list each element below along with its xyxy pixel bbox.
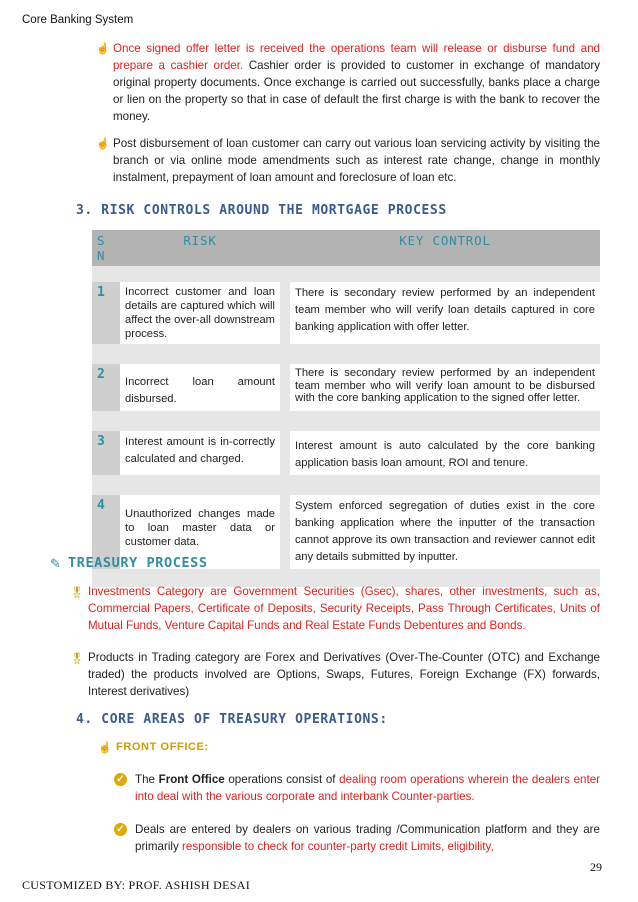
risk-controls-table bbox=[92, 230, 600, 587]
bold-text: Front Office bbox=[158, 773, 225, 786]
body-text: operations consist of bbox=[224, 773, 340, 786]
row-control: Interest amount is auto calculated by the core banking application basis loan amount, ROI and tenure. bbox=[290, 431, 600, 475]
paragraph-front-office-operations bbox=[135, 771, 600, 805]
row-risk: Incorrect customer and loan details are captured which will affect the over-all downstream process. bbox=[120, 282, 280, 344]
header-sn: S N bbox=[97, 233, 106, 263]
pointing-hand-icon: ☝ bbox=[96, 138, 110, 150]
table-row bbox=[92, 282, 600, 344]
paragraph-servicing: Post disbursement of loan customer can carry out various loan servicing activity by visiting the branch or via online mode amendments such as interest rate change, change in monthly instalment, prepayment of loan amount and foreclosure of loan etc. bbox=[113, 137, 600, 184]
row-risk: Interest amount is in-correctly calculated and charged. bbox=[120, 431, 280, 475]
section-title-treasury: TREASURY PROCESS bbox=[68, 555, 208, 571]
paragraph-investments: Investments Category are Government Securities (Gsec), shares, other investments, such as, Commercial Papers, Certificate of Deposits, Security Receipts, Pass Through Certificates, Units of Mutual Funds, Venture Capital Funds and Real Estate Funds Debentures and Bonds. bbox=[88, 585, 600, 632]
row-control: System enforced segregation of duties exist in the core banking application where the inputter of the transaction cannot approve its own transaction and reviewer cannot edit any details submitted by inputter. bbox=[290, 495, 600, 569]
checkmark-icon: ✓ bbox=[114, 773, 127, 786]
highlight-text: Once signed offer letter is received the operations team will release or disburse fund and prepare a cashier order. bbox=[113, 42, 600, 72]
body-text: The bbox=[135, 773, 159, 786]
paragraph-trading-products: Products in Trading category are Forex and Derivatives (Over-The-Counter (OTC) and Exchange traded) the products involved are Options, Swaps, Futures, Foreign Exchange (FX) forwards, Interest derivatives) bbox=[88, 651, 600, 698]
table-row bbox=[92, 431, 600, 475]
medal-icon: 🎖 bbox=[70, 653, 84, 665]
row-sn: 1 bbox=[92, 282, 120, 344]
body-text: Deals are entered by dealers on various trading /Communication platform and they are primarily bbox=[135, 823, 600, 853]
header-key-control: KEY CONTROL bbox=[399, 233, 491, 248]
page-number: 29 bbox=[590, 860, 602, 874]
row-control: There is secondary review performed by an independent team member who will verify loan details captured in core banking application with offer letter. bbox=[290, 282, 600, 344]
section-title-risk-controls: 3. RISK CONTROLS AROUND THE MORTGAGE PROCESS bbox=[76, 203, 447, 218]
pointing-hand-icon: ☝ bbox=[96, 43, 110, 55]
running-header: Core Banking System bbox=[22, 14, 134, 26]
footer-author: CUSTOMIZED BY: PROF. ASHISH DESAI bbox=[22, 878, 250, 892]
header-risk: RISK bbox=[183, 233, 217, 248]
paragraph-disbursement bbox=[113, 40, 600, 125]
pen-icon: ✎ bbox=[50, 556, 61, 571]
row-sn: 4 bbox=[92, 495, 120, 569]
row-sn: 2 bbox=[92, 364, 120, 411]
medal-icon: 🎖 bbox=[70, 587, 84, 599]
table-row bbox=[92, 364, 600, 411]
row-control: There is secondary review performed by an independent team member who will verify loan amount to be disbursed with the core banking application to the signed offer letter. bbox=[290, 364, 600, 411]
subheading-front-office: FRONT OFFICE: bbox=[116, 741, 209, 753]
paragraph-deals bbox=[135, 821, 600, 855]
highlight-text: dealing room operations wherein the dealers enter into deal with the various corporate and interbank Counter-parties. bbox=[135, 773, 600, 803]
row-sn: 3 bbox=[92, 431, 120, 475]
pointing-hand-icon: ☝ bbox=[98, 742, 112, 754]
table-header-row bbox=[92, 230, 600, 266]
checkmark-icon: ✓ bbox=[114, 823, 127, 836]
section-title-core-areas: 4. CORE AREAS OF TREASURY OPERATIONS: bbox=[76, 712, 388, 727]
highlight-text: responsible to check for counter-party credit Limits, eligibility, bbox=[182, 840, 494, 853]
body-text: Cashier order is provided to customer in exchange of mandatory original property documents. Once exchange is carried out successfully, banks place a charge or lien on the property so that in case of default the first charge is with the bank to recover the money. bbox=[113, 59, 600, 123]
row-risk: Incorrect loan amount disbursed. bbox=[120, 364, 280, 411]
row-risk: Unauthorized changes made to loan master data or customer data. bbox=[120, 495, 280, 569]
